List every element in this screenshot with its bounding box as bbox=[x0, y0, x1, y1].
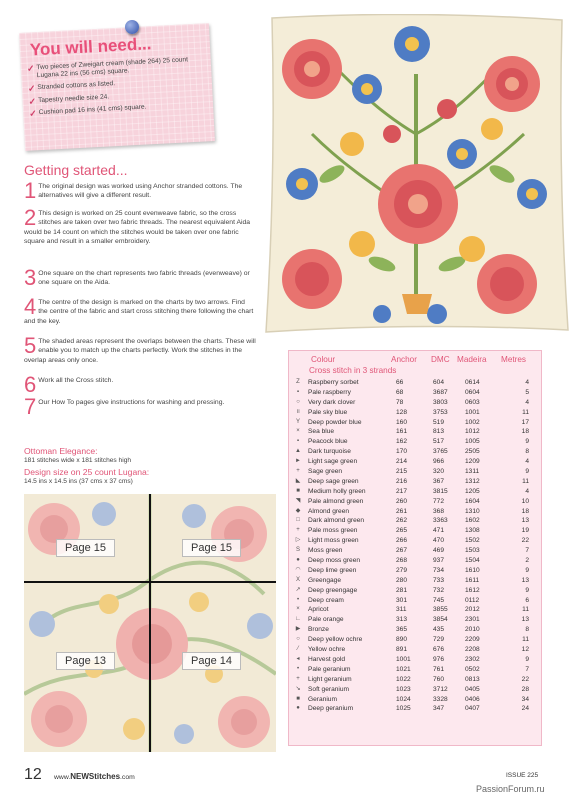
anchor-code: 890 bbox=[396, 636, 408, 644]
metres: 10 bbox=[521, 497, 529, 505]
symbol: • bbox=[296, 596, 300, 603]
metres: 12 bbox=[521, 646, 529, 654]
anchor-code: 268 bbox=[396, 557, 408, 565]
anchor-code: 1023 bbox=[396, 685, 411, 693]
metres: 4 bbox=[525, 487, 529, 495]
dmc-code: 3712 bbox=[433, 685, 448, 693]
anchor-code: 162 bbox=[396, 438, 408, 446]
key-row bbox=[293, 645, 539, 655]
column-header: DMC bbox=[431, 355, 450, 364]
anchor-code: 313 bbox=[396, 616, 408, 624]
key-row bbox=[293, 507, 539, 517]
key-row bbox=[293, 685, 539, 695]
page-number: 12 bbox=[24, 766, 42, 783]
anchor-code: 161 bbox=[396, 428, 408, 436]
metres: 13 bbox=[521, 616, 529, 624]
anchor-code: 68 bbox=[396, 388, 404, 396]
chart-page-label: Page 15 bbox=[182, 539, 241, 557]
dmc-code: 320 bbox=[433, 468, 445, 476]
anchor-code: 279 bbox=[396, 566, 408, 574]
madeira-code: 0405 bbox=[465, 685, 480, 693]
website-link: www.NEWStitches.com bbox=[54, 772, 135, 781]
key-row bbox=[293, 605, 539, 615]
colour-name: Deep greengage bbox=[308, 586, 358, 594]
metres: 4 bbox=[525, 379, 529, 386]
dmc-code: 976 bbox=[433, 655, 445, 663]
metres: 9 bbox=[525, 468, 529, 476]
key-row bbox=[293, 487, 539, 497]
dmc-code: 3765 bbox=[433, 448, 448, 456]
anchor-code: 311 bbox=[396, 606, 407, 614]
key-row bbox=[293, 477, 539, 487]
anchor-code: 214 bbox=[396, 458, 408, 466]
anchor-code: 1025 bbox=[396, 705, 411, 713]
dmc-code: 347 bbox=[433, 705, 445, 713]
metres: 2 bbox=[525, 557, 529, 565]
anchor-code: 891 bbox=[396, 646, 408, 654]
symbol: □ bbox=[296, 517, 300, 524]
symbol: ◠ bbox=[295, 566, 301, 573]
step-1: 1 The original design was worked using Anchor stranded cottons. The alternatives will give a different result. bbox=[24, 178, 243, 203]
madeira-code: 1002 bbox=[465, 418, 480, 426]
key-row bbox=[293, 378, 539, 388]
symbol: ▶ bbox=[295, 626, 301, 633]
madeira-code: 2505 bbox=[465, 448, 480, 456]
metres: 13 bbox=[521, 576, 529, 584]
dmc-code: 3854 bbox=[433, 616, 448, 624]
tick-icon: ✓ bbox=[28, 95, 37, 107]
colour-name: Greengage bbox=[308, 576, 341, 584]
madeira-code: 1504 bbox=[465, 557, 480, 565]
colour-name: Pale sky blue bbox=[308, 408, 348, 416]
dmc-code: 471 bbox=[433, 527, 445, 535]
dmc-code: 517 bbox=[433, 438, 445, 446]
madeira-code: 2302 bbox=[465, 655, 480, 663]
anchor-code: 160 bbox=[396, 418, 408, 426]
colour-name: Deep cream bbox=[308, 596, 344, 604]
cushion-photo bbox=[262, 14, 570, 336]
symbol: ॥ bbox=[296, 408, 300, 415]
metres: 4 bbox=[525, 458, 529, 466]
key-row bbox=[293, 576, 539, 586]
symbol: ↘ bbox=[295, 685, 301, 692]
requirement-item: ✓ Two pieces of Zweigart cream (shade 264) 25 count Lugana 22 ins (56 cms) square. bbox=[26, 56, 189, 80]
madeira-code: 0407 bbox=[465, 705, 480, 713]
madeira-code: 2012 bbox=[465, 606, 480, 614]
symbol: ▪ bbox=[296, 388, 300, 395]
dmc-code: 469 bbox=[433, 547, 445, 555]
symbol: ► bbox=[295, 458, 301, 465]
metres: 5 bbox=[525, 388, 529, 396]
madeira-code: 1311 bbox=[465, 468, 480, 476]
colour-name: Light geranium bbox=[308, 675, 352, 683]
column-header: Anchor bbox=[391, 355, 417, 364]
key-row bbox=[293, 467, 539, 477]
colour-name: Deep yellow ochre bbox=[308, 636, 363, 644]
colour-name: Very dark clover bbox=[308, 398, 356, 406]
metres: 18 bbox=[521, 507, 529, 515]
symbol: ▪ bbox=[296, 438, 300, 445]
key-row bbox=[293, 596, 539, 606]
design-size-title: Design size on 25 count Lugana: bbox=[24, 467, 150, 477]
dmc-code: 435 bbox=[433, 626, 445, 634]
anchor-code: 365 bbox=[396, 626, 408, 634]
chart-page-label: Page 15 bbox=[56, 539, 115, 557]
key-row bbox=[293, 665, 539, 675]
tick-icon: ✓ bbox=[26, 63, 35, 74]
anchor-code: 78 bbox=[396, 398, 404, 406]
anchor-code: 170 bbox=[396, 448, 408, 456]
symbol: ● bbox=[296, 705, 300, 712]
anchor-code: 1021 bbox=[396, 665, 411, 673]
colour-name: Light moss green bbox=[308, 537, 359, 545]
symbol: S bbox=[295, 547, 300, 554]
anchor-code: 1001 bbox=[396, 655, 411, 663]
metres: 11 bbox=[522, 636, 529, 644]
key-row bbox=[293, 695, 539, 705]
colour-name: Sea blue bbox=[308, 428, 335, 436]
step-6: 6 Work all the Cross stitch. bbox=[24, 372, 114, 397]
column-header: Madeira bbox=[457, 355, 487, 364]
madeira-code: 2010 bbox=[465, 626, 480, 634]
metres: 9 bbox=[525, 438, 529, 446]
anchor-code: 1024 bbox=[396, 695, 411, 703]
colour-name: Bronze bbox=[308, 626, 329, 634]
metres: 8 bbox=[525, 448, 529, 456]
step-3: 3 One square on the chart represents two fabric threads (evenweave) or one square on the Aida. bbox=[24, 265, 250, 290]
key-row bbox=[293, 586, 539, 596]
madeira-code: 1611 bbox=[465, 576, 480, 584]
anchor-code: 280 bbox=[396, 576, 408, 584]
dmc-code: 966 bbox=[433, 458, 445, 466]
madeira-code: 0406 bbox=[465, 695, 480, 703]
madeira-code: 1312 bbox=[465, 477, 480, 485]
symbol: ▲ bbox=[295, 448, 301, 455]
metres: 6 bbox=[525, 596, 529, 604]
madeira-code: 1205 bbox=[465, 487, 480, 495]
anchor-code: 266 bbox=[396, 537, 408, 545]
colour-name: Pale geranium bbox=[308, 665, 351, 673]
dmc-code: 729 bbox=[433, 636, 445, 644]
symbol: ◆ bbox=[295, 507, 301, 514]
symbol: × bbox=[296, 606, 300, 613]
anchor-code: 301 bbox=[396, 596, 408, 604]
key-row bbox=[293, 635, 539, 645]
requirement-item: ✓ Stranded cottons as listed. bbox=[27, 80, 116, 95]
madeira-code: 1209 bbox=[465, 458, 480, 466]
colour-name: Deep sage green bbox=[308, 477, 359, 485]
key-row bbox=[293, 427, 539, 437]
anchor-code: 267 bbox=[396, 547, 408, 555]
symbol: × bbox=[296, 428, 300, 435]
dmc-code: 3815 bbox=[433, 487, 448, 495]
anchor-code: 265 bbox=[396, 527, 408, 535]
colour-name: Deep geranium bbox=[308, 705, 354, 713]
key-row bbox=[293, 516, 539, 526]
madeira-code: 0502 bbox=[465, 665, 480, 673]
metres: 8 bbox=[525, 626, 529, 634]
dmc-code: 760 bbox=[433, 675, 445, 683]
key-row bbox=[293, 615, 539, 625]
chart-overview-image bbox=[24, 494, 276, 752]
symbol: • bbox=[296, 665, 300, 672]
key-row bbox=[293, 655, 539, 665]
colour-name: Moss green bbox=[308, 547, 343, 555]
metres: 18 bbox=[521, 428, 529, 436]
requirements-list bbox=[27, 55, 210, 121]
colour-name: Deep lime green bbox=[308, 566, 357, 574]
step-4: 4 The centre of the design is marked on the charts by two arrows. Find the centre of the fabric and start cross stitching there following the chart and the key. bbox=[24, 294, 254, 325]
stitch-count: 181 stitches wide x 181 stitches high bbox=[24, 457, 132, 464]
anchor-code: 281 bbox=[396, 586, 408, 594]
dmc-code: 3363 bbox=[433, 517, 448, 525]
symbol: ○ bbox=[296, 636, 300, 643]
madeira-code: 0813 bbox=[465, 675, 480, 683]
colour-name: Peacock blue bbox=[308, 438, 348, 446]
dmc-code: 3687 bbox=[433, 388, 448, 396]
key-row bbox=[293, 388, 539, 398]
requirement-item: ✓ Cushion pad 16 ins (41 cms) square. bbox=[29, 103, 147, 119]
column-header: Colour bbox=[311, 355, 336, 364]
colour-name: Dark turquoise bbox=[308, 448, 351, 456]
colour-name: Pale orange bbox=[308, 616, 344, 624]
thread-key-table bbox=[288, 350, 542, 746]
metres: 13 bbox=[521, 517, 529, 525]
metres: 22 bbox=[521, 537, 529, 545]
tick-icon: ✓ bbox=[27, 83, 36, 95]
design-size: 14.5 ins x 14.5 ins (37 cms x 37 cms) bbox=[24, 478, 133, 485]
watermark: PassionForum.ru bbox=[476, 784, 545, 794]
getting-started-title: Getting started... bbox=[24, 162, 128, 178]
symbol: Y bbox=[295, 418, 300, 425]
dmc-code: 604 bbox=[433, 379, 445, 386]
tick-icon: ✓ bbox=[29, 108, 38, 119]
anchor-code: 128 bbox=[396, 408, 408, 416]
colour-name: Deep moss green bbox=[308, 557, 361, 565]
madeira-code: 1610 bbox=[465, 566, 480, 574]
madeira-code: 1310 bbox=[465, 507, 480, 515]
design-title: Ottoman Elegance: bbox=[24, 446, 98, 456]
colour-name: Almond green bbox=[308, 507, 350, 515]
anchor-code: 217 bbox=[396, 487, 408, 495]
symbol: ● bbox=[296, 557, 300, 564]
key-row bbox=[293, 457, 539, 467]
key-row bbox=[293, 408, 539, 418]
dmc-code: 813 bbox=[433, 428, 445, 436]
dmc-code: 519 bbox=[433, 418, 445, 426]
you-will-need-card bbox=[19, 23, 215, 151]
metres: 28 bbox=[521, 685, 529, 693]
symbol: ∟ bbox=[295, 616, 301, 623]
dmc-code: 368 bbox=[433, 507, 445, 515]
requirement-item: ✓ Tapestry needle size 24. bbox=[28, 93, 110, 107]
key-row bbox=[293, 447, 539, 457]
colour-name: Apricot bbox=[308, 606, 329, 614]
dmc-code: 3753 bbox=[433, 408, 448, 416]
metres: 19 bbox=[521, 527, 529, 535]
key-row bbox=[293, 704, 539, 714]
symbol: ◣ bbox=[295, 477, 301, 484]
symbol: + bbox=[296, 675, 300, 682]
dmc-code: 3328 bbox=[433, 695, 448, 703]
metres: 34 bbox=[521, 695, 529, 703]
colour-name: Yellow ochre bbox=[308, 646, 346, 654]
colour-name: Pale raspberry bbox=[308, 388, 351, 396]
dmc-code: 745 bbox=[433, 596, 445, 604]
metres: 9 bbox=[525, 655, 529, 663]
key-row bbox=[293, 546, 539, 556]
metres: 11 bbox=[522, 408, 529, 416]
dmc-code: 772 bbox=[433, 497, 445, 505]
you-will-need-title: You will need... bbox=[29, 34, 152, 60]
symbol: ◂ bbox=[296, 655, 300, 662]
madeira-code: 1308 bbox=[465, 527, 480, 535]
metres: 4 bbox=[525, 398, 529, 406]
metres: 9 bbox=[525, 586, 529, 594]
chart-page-label: Page 13 bbox=[56, 652, 115, 670]
colour-name: Raspberry sorbet bbox=[308, 379, 359, 386]
anchor-code: 216 bbox=[396, 477, 408, 485]
madeira-code: 1612 bbox=[465, 586, 480, 594]
key-subtitle: Cross stitch in 3 strands bbox=[309, 366, 397, 375]
key-rows bbox=[293, 378, 539, 714]
symbol: ○ bbox=[296, 398, 300, 405]
step-2: 2 This design is worked on 25 count evenweave fabric, so the cross stitches are taken over two fabric threads. The nearest equivalent Aida would be 14 count on which the stitches would be taken over one fabric square and result in a smaller embroidery. bbox=[24, 205, 251, 246]
colour-name: Deep powder blue bbox=[308, 418, 362, 426]
symbol: + bbox=[296, 468, 300, 475]
madeira-code: 2208 bbox=[465, 646, 480, 654]
dmc-code: 733 bbox=[433, 576, 445, 584]
dmc-code: 937 bbox=[433, 557, 445, 565]
madeira-code: 1503 bbox=[465, 547, 480, 555]
madeira-code: 2209 bbox=[465, 636, 480, 644]
chart-page-label: Page 14 bbox=[182, 652, 241, 670]
anchor-code: 1022 bbox=[396, 675, 411, 683]
push-pin-icon bbox=[125, 20, 139, 34]
key-row bbox=[293, 418, 539, 428]
dmc-code: 3803 bbox=[433, 398, 448, 406]
dmc-code: 367 bbox=[433, 477, 445, 485]
symbol: + bbox=[296, 527, 300, 534]
symbol: ■ bbox=[296, 487, 300, 494]
key-row bbox=[293, 566, 539, 576]
colour-name: Soft geranium bbox=[308, 685, 350, 693]
anchor-code: 262 bbox=[396, 517, 408, 525]
anchor-code: 260 bbox=[396, 497, 408, 505]
colour-name: Pale moss green bbox=[308, 527, 358, 535]
dmc-code: 676 bbox=[433, 646, 445, 654]
colour-name: Geranium bbox=[308, 695, 337, 703]
dmc-code: 470 bbox=[433, 537, 445, 545]
madeira-code: 0604 bbox=[465, 388, 480, 396]
colour-name: Pale almond green bbox=[308, 497, 364, 505]
symbol: X bbox=[295, 576, 300, 583]
step-7: 7 Our How To pages give instructions for washing and pressing. bbox=[24, 394, 225, 419]
colour-name: Medium holly green bbox=[308, 487, 366, 495]
key-row bbox=[293, 625, 539, 635]
madeira-code: 1005 bbox=[465, 438, 480, 446]
madeira-code: 0603 bbox=[465, 398, 480, 406]
key-row bbox=[293, 675, 539, 685]
dmc-code: 761 bbox=[433, 665, 445, 673]
madeira-code: 1001 bbox=[465, 408, 480, 416]
metres: 24 bbox=[521, 705, 529, 713]
symbol: ◥ bbox=[295, 497, 301, 504]
madeira-code: 1502 bbox=[465, 537, 480, 545]
madeira-code: 0614 bbox=[465, 379, 480, 386]
symbol: ■ bbox=[296, 695, 300, 702]
colour-name: Light sage green bbox=[308, 458, 358, 466]
madeira-code: 1604 bbox=[465, 497, 480, 505]
metres: 22 bbox=[521, 675, 529, 683]
madeira-code: 2301 bbox=[465, 616, 480, 624]
key-row bbox=[293, 526, 539, 536]
madeira-code: 1602 bbox=[465, 517, 480, 525]
step-5: 5 The shaded areas represent the overlaps between the charts. These will enable you to match up the charts perfectly. Work the stitches in the overlap areas only once. bbox=[24, 333, 256, 364]
colour-name: Dark almond green bbox=[308, 517, 365, 525]
metres: 7 bbox=[525, 547, 529, 555]
metres: 11 bbox=[522, 606, 529, 614]
madeira-code: 1012 bbox=[465, 428, 480, 436]
key-row bbox=[293, 556, 539, 566]
key-row bbox=[293, 497, 539, 507]
anchor-code: 261 bbox=[396, 507, 408, 515]
metres: 17 bbox=[521, 418, 529, 426]
dmc-code: 732 bbox=[433, 586, 445, 594]
cushion-illustration bbox=[262, 14, 570, 336]
symbol: ⁄ bbox=[297, 646, 299, 653]
dmc-code: 734 bbox=[433, 566, 445, 574]
anchor-code: 66 bbox=[396, 379, 404, 386]
symbol: ↗ bbox=[295, 586, 301, 593]
chart-floral-artwork bbox=[24, 494, 276, 752]
dmc-code: 3855 bbox=[433, 606, 448, 614]
symbol: ▷ bbox=[295, 537, 301, 544]
anchor-code: 215 bbox=[396, 468, 408, 476]
column-header: Metres bbox=[501, 355, 527, 364]
metres: 9 bbox=[525, 566, 529, 574]
metres: 7 bbox=[525, 665, 529, 673]
key-row bbox=[293, 398, 539, 408]
key-row bbox=[293, 536, 539, 546]
metres: 11 bbox=[522, 477, 529, 485]
colour-name: Harvest gold bbox=[308, 655, 346, 663]
colour-name: Sage green bbox=[308, 468, 343, 476]
madeira-code: 0112 bbox=[465, 596, 480, 604]
symbol: Z bbox=[296, 379, 300, 385]
issue-number: ISSUE 225 bbox=[506, 772, 539, 779]
key-row bbox=[293, 437, 539, 447]
